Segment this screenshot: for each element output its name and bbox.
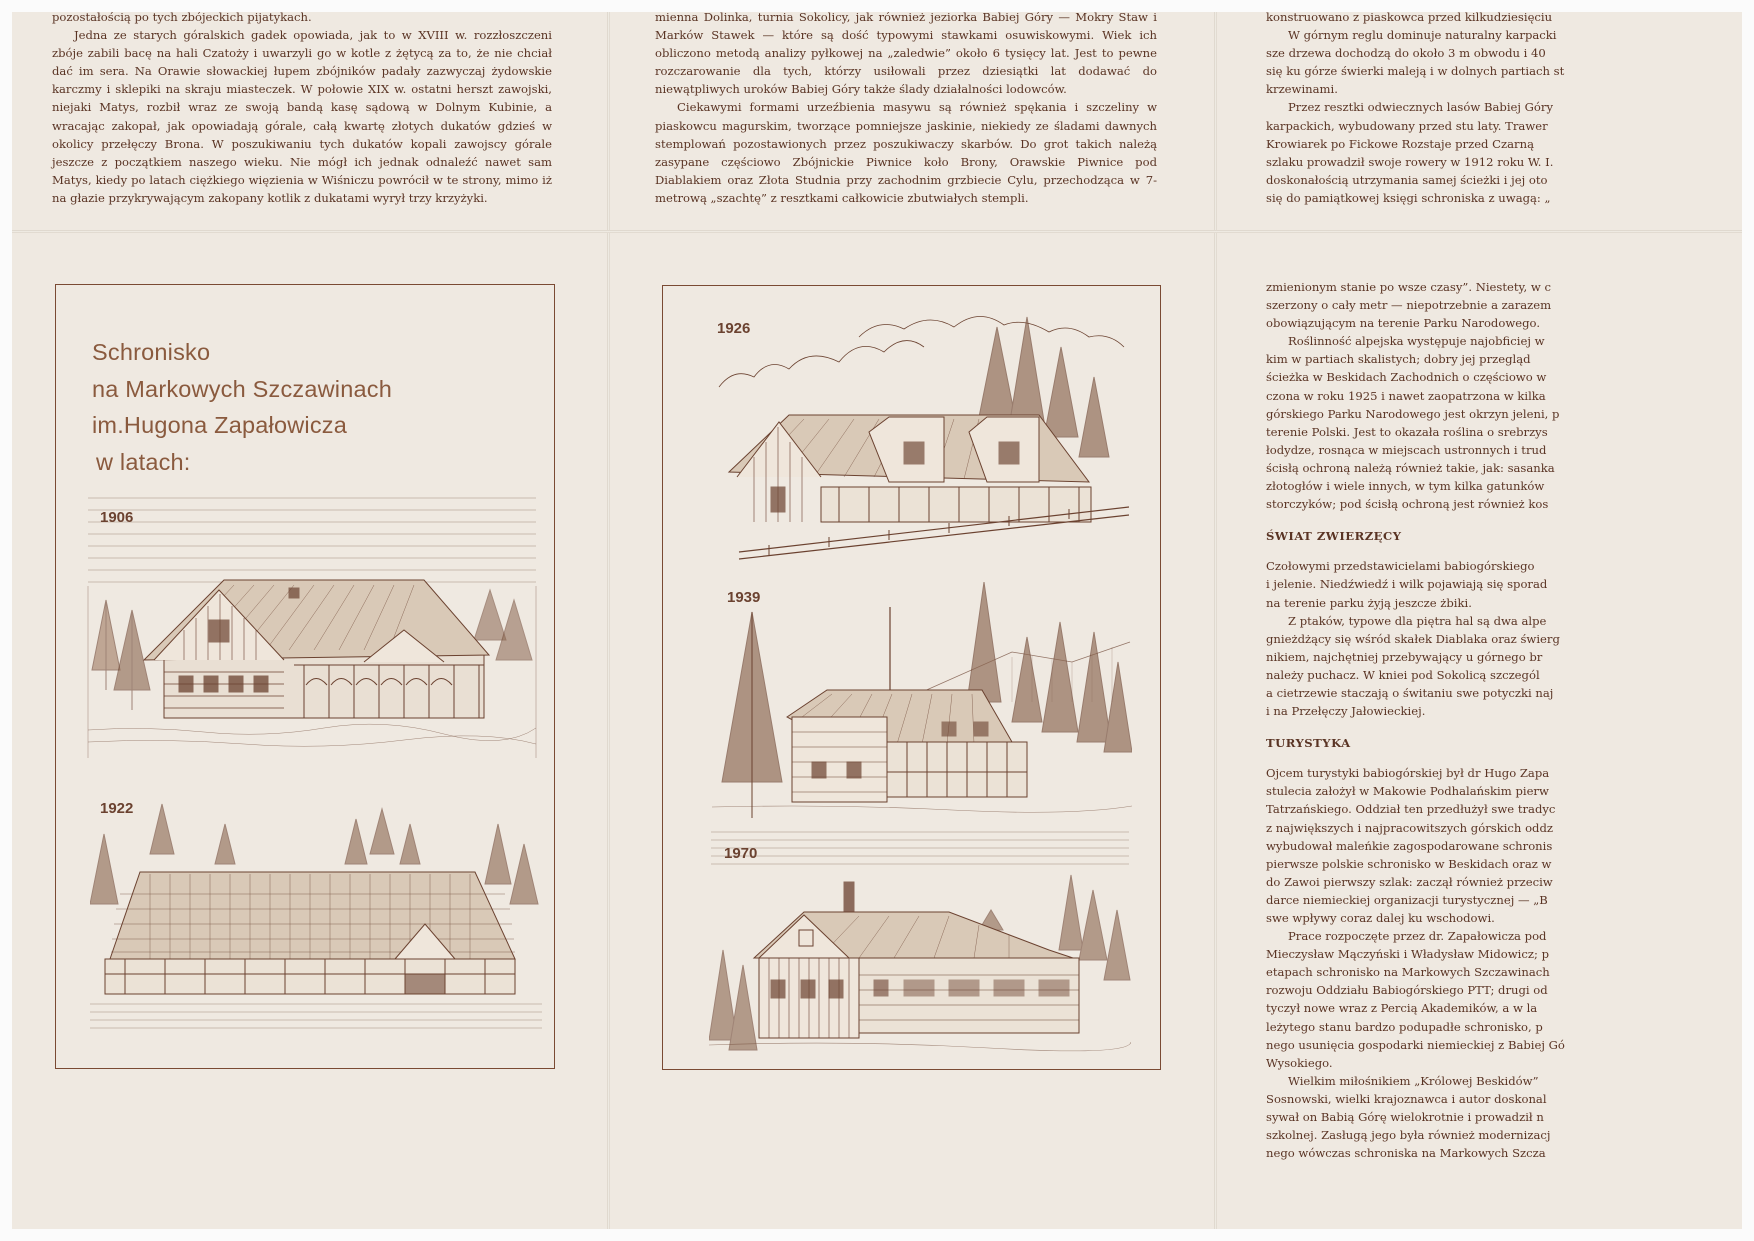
text-line: do Zawoi pierwszy szlak: zaczął również przeciw <box>1266 874 1553 889</box>
text-line: terenie Polski. Jest to okazała roślina o srebrzys <box>1266 424 1548 439</box>
text-line: Krowiarek po Fickowe Rozstaje przed Czarną <box>1266 136 1534 151</box>
year-label-1970: 1970 <box>724 845 758 862</box>
text-line: się do pamiątkowej księgi schroniska z uwagą: „ <box>1266 190 1551 205</box>
text-paragraph: mienna Dolinka, turnia Sokolicy, jak również jeziorka Babiej Góry — Mokry Staw i Marków Stawek — które są dość typowymi stawkami osuwiskowymi. Wiek ich obliczono metodą analizy pyłkowej na „zaledwie” około 6 tysięcy lat. Jest to pewne rozczarowanie dla tych, którzy usiłowali przez dziesiątki lat dodawać do niewątpliwych uroków Babiej Góry także ślady działalności lodowców. <box>655 12 1157 97</box>
year-label-1926: 1926 <box>717 320 751 337</box>
text-line: swe wpływy coraz dalej ku wschodowi. <box>1266 911 1495 925</box>
text-line: się ku górze świerki maleją i w dolnych partiach st <box>1266 64 1565 79</box>
brochure-sheet <box>12 12 1742 1229</box>
text-line: z największych i najpracowitszych górskich oddz <box>1266 820 1554 835</box>
text-line: i jelenie. Niedźwiedź i wilk pojawiają się sporad <box>1266 577 1548 592</box>
page-title <box>92 334 392 480</box>
text-line: należy puchacz. W kniei pod Sokolicą szczegól <box>1266 667 1540 682</box>
year-label-1906: 1906 <box>100 509 134 526</box>
title-line: w latach: <box>96 448 191 475</box>
text-line: obowiązującym na terenie Parku Narodowego. <box>1266 316 1540 331</box>
text-line: złotogłów i wiele innych, w tym kilka gatunków <box>1266 479 1545 494</box>
text-line: Ojcem turystyki babiogórskiej był dr Hugo Zapa <box>1266 766 1550 781</box>
text-line: Mieczysław Mączyński i Władysław Midowicz; p <box>1266 947 1549 962</box>
text-line: etapach schronisko na Markowych Szczawinach <box>1266 965 1550 980</box>
text-line: darce niemieckiej organizacji turystycznej — „B <box>1266 892 1548 907</box>
text-line: stulecia założył w Makowie Podhalańskim pierw <box>1266 784 1549 799</box>
text-paragraph: Jedna ze starych góralskich gadek opowiada, jak to w XVIII w. rozzłoszczeni zbóje zabili bacę na hali Czatoży i uwarzyli go w kotle z żętycą za to, że nie chciał dać im sera. Na Orawie słowackiej łupem zbójników padały zazwyczaj żydowskie karczmy i sklepiki na skraju miasteczek. W połowie XIX w. ostatni herszt zawojski, niejaki Matys, rozbił wraz ze swoją bandą kasę sądową w Dolnym Kubinie, a wracając zakopał, jak opowiadają górale, całą kwartę złotych dukatów gdzieś w okolicy przełęczy Brona. W poszukiwaniu tych dukatów kopali zawojscy górale jeszcze z początkiem naszego wieku. Nie mógł ich jednak odnaleźć nawet sam Matys, kiedy po latach ciężkiego więzienia w Wiśniczu powrócił w te strony, mimo iż na głazie przykrywającym zakopany kotlik z dukatami wyrył trzy krzyżyki. <box>52 28 552 205</box>
left-top-text <box>52 12 552 207</box>
year-label-1939: 1939 <box>727 589 761 606</box>
fold-vertical-right <box>1214 12 1217 1229</box>
text-line: gnieżdżący się wśród skałek Diablaka oraz świerg <box>1266 631 1560 646</box>
text-line: zmienionym stanie po wsze czasy”. Niestety, w c <box>1266 280 1552 294</box>
text-line: Z ptaków, typowe dla piętra hal są dwa alpe <box>1288 613 1547 628</box>
text-line: tyczył nowe wraz z Percią Akademików, a w la <box>1266 1001 1538 1016</box>
title-line: Schronisko <box>92 339 211 365</box>
right-top-text <box>1266 12 1742 207</box>
text-line: storczyków; pod ścisłą ochroną jest również kos <box>1266 497 1549 512</box>
sketch-1970 <box>709 830 1131 1056</box>
text-line: pozostałością po tych zbójeckich pijatykach. <box>52 12 312 24</box>
text-line: na terenie parku żyją jeszcze żbiki. <box>1266 595 1472 610</box>
text-line: konstruowano z piaskowca przed kilkudziesięciu <box>1266 12 1553 24</box>
section-heading-tourism: TURYSTYKA <box>1266 736 1351 751</box>
text-line: sze drzewa dochodzą do około 3 m obwodu i 40 <box>1266 46 1546 61</box>
sketch-1922 <box>90 794 542 1032</box>
text-line: szkolnej. Zasługą jego była również modernizacj <box>1266 1128 1551 1143</box>
text-line: kim w partiach skalistych; dobry jej przegląd <box>1266 352 1531 367</box>
text-line: łodydze, rosnąca w miejscach ustronnych i trud <box>1266 442 1547 457</box>
year-label-1922: 1922 <box>100 800 134 817</box>
text-line: W górnym reglu dominuje naturalny karpacki <box>1288 28 1557 43</box>
title-line: na Markowych Szczawinach <box>92 375 392 402</box>
title-line: im.Hugona Zapałowicza <box>92 412 347 438</box>
fold-horizontal <box>12 230 1742 233</box>
text-line: Przez resztki odwiecznych lasów Babiej Góry <box>1288 100 1553 115</box>
text-line: górskiego Parku Narodowego jest okrzyn jeleni, p <box>1266 406 1560 421</box>
sketch-1926 <box>709 307 1129 565</box>
sketch-1906 <box>84 490 540 758</box>
text-line: krzewinami. <box>1266 82 1338 97</box>
middle-top-text <box>655 12 1157 207</box>
text-line: wybudował maleńkie zagospodarowane schronis <box>1266 838 1553 853</box>
text-line: Tatrzańskiego. Oddział ten przedłużył swe tradyc <box>1266 802 1556 817</box>
text-line: nego wówczas schroniska na Markowych Szcza <box>1266 1146 1546 1161</box>
text-line: Roślinność alpejska występuje najobficiej w <box>1288 334 1545 349</box>
text-line: pierwsze polskie schronisko w Beskidach oraz w <box>1266 856 1552 871</box>
text-line: doskonałością utrzymania samej ścieżki i jej oto <box>1266 172 1548 187</box>
text-line: rozwoju Oddziału Babiogórskiego PTT; drugi od <box>1266 983 1548 998</box>
text-line: szerzony o cały metr — niepotrzebnie a zarazem <box>1266 298 1552 313</box>
text-line: czona w roku 1925 i nawet zaopatrzona w kilka <box>1266 388 1546 403</box>
text-line: i na Przełęczy Jałowieckiej. <box>1266 704 1426 719</box>
text-line: Wielkim miłośnikiem „Królowej Beskidów” <box>1288 1073 1539 1088</box>
text-line: karpackich, wybudowany przed stu laty. Trawer <box>1266 118 1548 133</box>
text-line: szlaku prowadził swoje rowery w 1912 roku W. I. <box>1266 154 1554 169</box>
right-bottom-text <box>1266 278 1742 1162</box>
text-line: a cietrzewie staczają o świtaniu swe potyczki naj <box>1266 685 1554 700</box>
fold-vertical-left <box>607 12 610 1229</box>
text-line: Sosnowski, wielki krajoznawca i autor doskonal <box>1266 1091 1547 1106</box>
sketch-1939 <box>712 582 1132 818</box>
section-heading-animals: ŚWIAT ZWIERZĘCY <box>1266 529 1402 544</box>
text-paragraph: Ciekawymi formami urzeźbienia masywu są również spękania i szczeliny w piaskowcu magurskim, tworzące pomniejsze jaskinie, niekiedy ze śladami dawnych stemplowań pozostawionych przez poszukiwaczy skarbów. Do grot takich należą zasypane częściowo Zbójnickie Piwnice koło Brony, Orawskie Piwnice pod Diablakiem oraz Złota Studnia przy zachodnim grzbiecie Cylu, przechodząca w 7-metrową „szachtę” z resztkami całkowicie zbutwiałych stempli. <box>655 100 1157 205</box>
text-line: sywał on Babią Górę wielokrotnie i prowadził n <box>1266 1110 1544 1125</box>
text-line: Wysokiego. <box>1266 1055 1333 1070</box>
text-line: leżytego stanu bardzo podupadłe schronisko, p <box>1266 1019 1543 1034</box>
text-line: Czołowymi przedstawicielami babiogórskiego <box>1266 559 1535 574</box>
text-line: ścieżka w Beskidach Zachodnich o częściowo w <box>1266 370 1547 385</box>
text-line: nego usunięcia gospodarki niemieckiej z Babiej Gó <box>1266 1037 1565 1052</box>
text-line: ścisłą ochroną należą również takie, jak: sasanka <box>1266 460 1555 475</box>
text-line: Prace rozpoczęte przez dr. Zapałowicza pod <box>1288 929 1547 944</box>
text-line: nikiem, najchętniej przebywający u górnego br <box>1266 649 1543 664</box>
